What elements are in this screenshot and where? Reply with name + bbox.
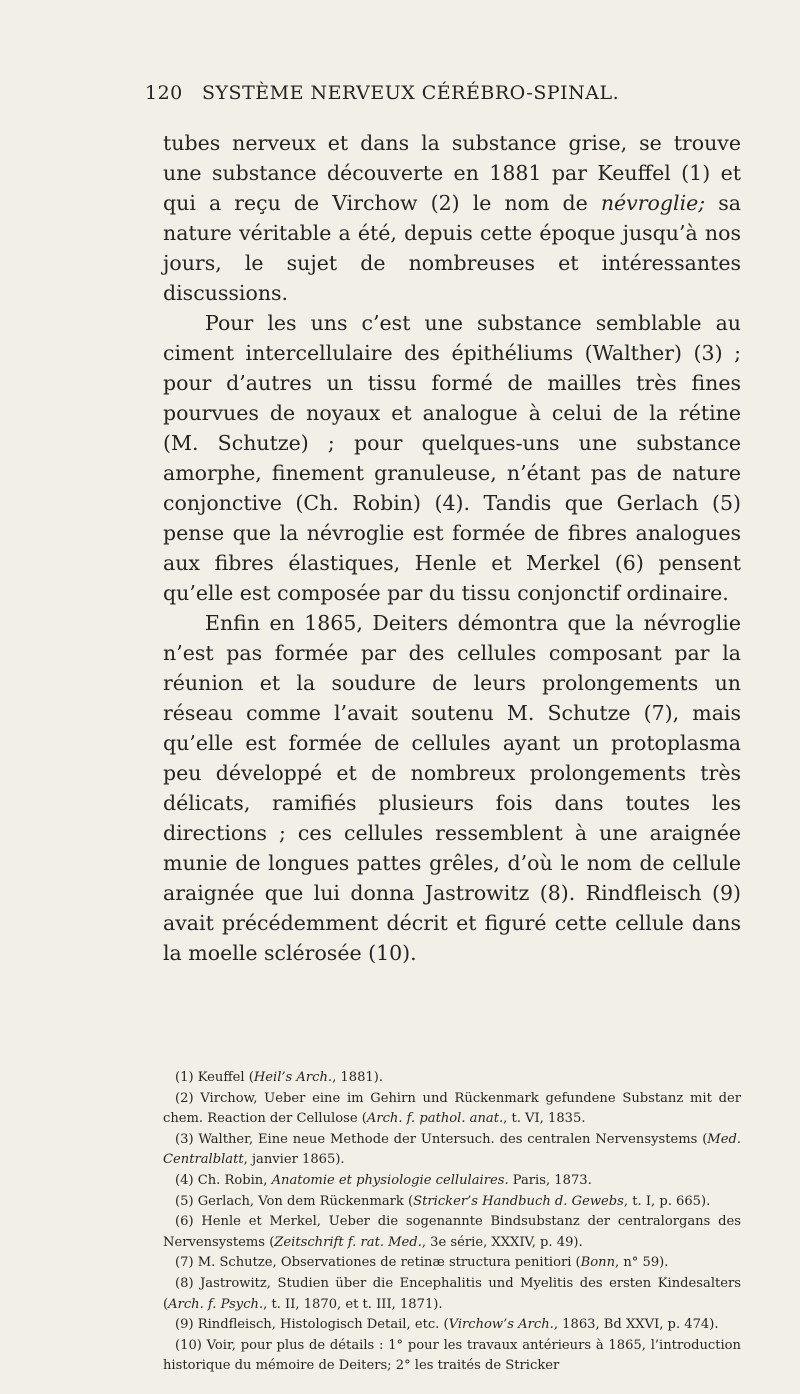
paragraph-1 [163, 128, 741, 308]
footnote-text-end: , t. I, p. 665). [623, 1193, 711, 1209]
footnote-text: (2) Virchow, Ueber eine im Gehirn und Rückenmark gefundene Substanz mit der chem. Reaction der Cellulose ( [163, 1090, 741, 1127]
footnote-text-end: , n° 59). [615, 1255, 669, 1271]
footnote [163, 1253, 741, 1274]
footnote-text-end: , 3e série, XXXIV, p. 49). [421, 1234, 583, 1250]
footnote-text: (10) Voir, pour plus de détails : 1° pour les travaux antérieurs à 1865, l’introduction historique du mémoire de Deiters; 2° les traités de Stricker [163, 1337, 741, 1374]
footnote-text-end: , janvier 1865). [243, 1152, 345, 1168]
footnote-text-end: , t. II, 1870, et t. III, 1871). [263, 1296, 443, 1312]
running-title: SYSTÈME NERVEUX CÉRÉBRO-SPINAL. [202, 82, 620, 104]
footnote-text: (3) Walther, Eine neue Methode der Untersuch. des centralen Nervensystems ( [175, 1131, 708, 1147]
footnote-text-end: , 1863, Bd XXVI, p. 474). [553, 1317, 719, 1333]
footnote-text: (7) M. Schutze, Observationes de retinæ structura penitiori ( [175, 1255, 581, 1271]
footnote-text-end: , t. VI, 1835. [503, 1111, 586, 1127]
footnote-source: Heil’s Arch. [253, 1070, 333, 1085]
footnote-text: (8) Jastrowitz, Studien über die Encephalitis und Myelitis des ersten Kindesalters ( [163, 1275, 741, 1312]
footnote-text: (6) Henle et Merkel, Ueber die sogenannte Bindsubstanz der centralorgans des Nervensystems ( [163, 1214, 741, 1250]
paragraph-3: Enfin en 1865, Deiters démontra que la névroglie n’est pas formée par des cellules composant par la réunion et la soudure de leurs prolongements un réseau comme l’avait soutenu M. Schutze (7), mais qu’elle est formée de cellules ayant un protoplasma peu développé et de nombreux prolongements très délicats, ramifiés plusieurs fois dans toutes les directions ; ces cellules ressemblent à une araignée munie de longues pattes grêles, d’où le nom de cellule araignée que lui donna Jastrowitz (8). Rindfleisch (9) avait précédemment décrit et figuré cette cellule dans la moelle sclérosée (10). [163, 611, 741, 965]
footnote-source: Stricker’s Handbuch d. Gewebs [413, 1193, 624, 1209]
paragraph-2: Pour les uns c’est une substance semblable au ciment intercellulaire des épithéliums (Walther) (3) ; pour d’autres un tissu formé de mailles très fines pourvues de noyaux et analogue à celui de la rétine (M. Schutze) ; pour quelques-uns une substance amorphe, finement granuleuse, n’étant pas de nature conjonctive (Ch. Robin) (4). Tandis que Gerlach (5) pense que la névroglie est formée de fibres analogues aux fibres élastiques, Henle et Merkel (6) pensent qu’elle est composée par du tissu conjonctif ordinaire. [163, 311, 741, 605]
footnotes [163, 1068, 741, 1377]
paragraph-1-text: tubes nerveux et dans la substance grise, se trouve une substance découverte en 1881 par Keuffel (1) et qui a reçu de Virchow (2) le nom de [163, 131, 741, 215]
footnote-source: Arch. f. pathol. anat. [366, 1111, 504, 1127]
paragraph-1-emphasis: névroglie; [600, 191, 706, 215]
footnote [163, 1336, 741, 1377]
page-number: 120 [145, 82, 183, 104]
footnote-source: Med. Centralblatt [163, 1131, 741, 1168]
page-header [145, 82, 725, 112]
footnote [163, 1274, 741, 1315]
footnote-text-end: , 1881). [332, 1070, 383, 1085]
footnote-text: (5) Gerlach, Von dem Rückenmark ( [175, 1193, 414, 1209]
footnote [163, 1315, 741, 1336]
footnote-source: Zeitschrift f. rat. Med. [274, 1234, 422, 1250]
footnote [163, 1130, 741, 1171]
footnote-text: (4) Ch. Robin, [175, 1172, 272, 1188]
paragraph-1-text-end: sa nature véritable a été, depuis cette époque jusqu’à nos jours, le sujet de nombreuses et intéressantes discussions. [163, 191, 741, 305]
body-text [163, 128, 741, 968]
footnote [163, 1068, 741, 1089]
footnote [163, 1192, 741, 1213]
footnote-text: (9) Rindfleisch, Histologisch Detail, etc. ( [175, 1317, 449, 1333]
footnote-text-end: Paris, 1873. [508, 1172, 592, 1188]
footnote-source: Virchow’s Arch. [448, 1317, 554, 1333]
footnote [163, 1089, 741, 1130]
footnote [163, 1171, 741, 1192]
footnote-text: (1) Keuffel ( [175, 1070, 254, 1085]
footnote-source: Bonn [580, 1255, 616, 1271]
footnote [163, 1212, 741, 1253]
footnote-source: Arch. f. Psych. [168, 1296, 264, 1312]
footnote-source: Anatomie et physiologie cellulaires. [271, 1172, 509, 1188]
